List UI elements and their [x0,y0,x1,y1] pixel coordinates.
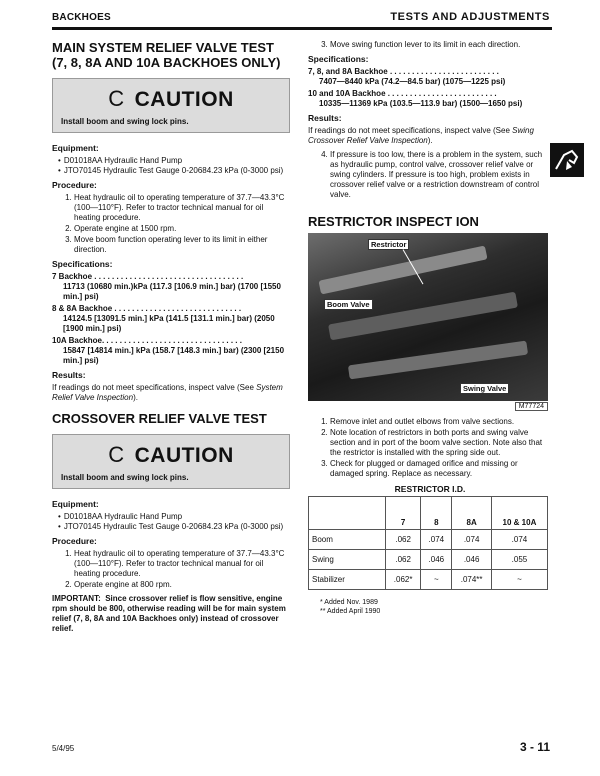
spec-value: 10335—11369 kPa (103.5—113.9 bar) (1500—1650 psi) [319,99,523,108]
list-item: 1. Heat hydraulic oil to operating temperature of 37.7—43.3°C (100—110°F). Refer to tractor technical manual for oil heating procedure. [74,193,290,223]
spec-heading: 10 and 10A Backhoe . . . . . . . . . . . . . . . . . . . . . . . . . [308,89,497,98]
results-label: Results: [308,113,342,123]
caution-box [52,78,290,133]
crossover-title: CROSSOVER RELIEF VALVE TEST [52,411,267,426]
results-text: If readings do not meet specifications, inspect valve (See Swing Crossover Relief Valve Inspection). [308,126,534,145]
equipment-label: Equipment: [52,499,99,509]
caution-heading: CAUTION [134,444,234,467]
list-item: 3. Check for plugged or damaged orifice and missing or damaged spring. Replace as necessary. [330,459,552,479]
control-valve-photo [308,233,548,401]
cross-reference: System Relief Valve Inspection [52,383,283,402]
specifications-label: Specifications: [308,54,369,64]
list-item: • D01018AA Hydraulic Hand Pump [66,156,290,166]
header-rule [52,27,552,30]
procedure-list-continued [308,150,552,200]
procedure-list [52,193,290,255]
equipment-label: Equipment: [52,143,99,153]
header-section-name: BACKHOES [52,12,111,23]
table-header-row [309,497,548,530]
list-item: • JTO70145 Hydraulic Test Gauge 0-20684.23 kPa (0-3000 psi) [66,522,290,532]
spec-value: 7407—8440 kPa (74.2—84.5 bar) (1075—1225 psi) [319,77,506,86]
specifications-label: Specifications: [52,259,113,269]
list-item: 4. If pressure is too low, there is a problem in the system, such as hydraulic pump, control valve, crossover relief valve or swing cylinders. If pressure is too high, problem exists in crossover relief valve or a restriction downstream of control valve. [330,150,552,200]
procedure-list [52,549,290,590]
list-item: • JTO70145 Hydraulic Test Gauge 0-20684.23 kPa (0-3000 psi) [66,166,290,176]
spec-value: 14124.5 [13091.5 min.] kPa (141.5 [131.1 min.] bar) (2050 [1900 min.] psi) [63,314,275,333]
boom-valve-callout: Boom Valve [324,299,373,310]
spec-heading: 10A Backhoe. . . . . . . . . . . . . . . . . . . . . . . . . . . . . . . . [52,336,242,345]
list-item: 2. Operate engine at 1500 rpm. [74,224,290,234]
column-header: 10 & 10A [491,497,547,530]
list-item: 1. Heat hydraulic oil to operating temperature of 37.7—43.3°C (100—110°F). Refer to tractor technical manual for oil heating procedure. [74,549,290,579]
caution-box [52,434,290,489]
caution-c-icon: C [108,86,125,111]
list-item: 3. Move boom function operating lever to its limit in either direction. [74,235,290,255]
spec-value: 11713 (10680 min.)kPa (117.3 [106.9 min.] bar) (1700 [1550 min.] psi) [63,282,281,301]
spec-heading: 7 Backhoe . . . . . . . . . . . . . . . . . . . . . . . . . . . . . . . . . . [52,272,244,281]
results-label: Results: [52,370,86,380]
page-number: 3 - 11 [519,740,550,754]
list-item: 1. Remove inlet and outlet elbows from valve sections. [330,417,552,427]
list-item: 2. Operate engine at 800 rpm. [74,580,290,590]
footer-date: 5/4/95 [52,744,75,753]
equipment-list [52,156,290,176]
procedure-label: Procedure: [52,180,97,190]
table-row: Boom .062 .074 .074 .074 [309,530,548,550]
results-text: If readings do not meet specifications, inspect valve (See System Relief Valve Inspection). [52,383,283,402]
important-note: IMPORTANT: Since crossover relief is flow sensitive, engine rpm should be 800, otherwise reading will be for main system relief (7, 8, 8A and 10A Backhoes only) instead of crossover relief. [52,594,286,633]
right-column [308,40,552,616]
caution-text: Install boom and swing lock pins. [61,117,189,126]
procedure-list-continued [308,40,552,50]
procedure-label: Procedure: [52,536,97,546]
swing-valve-callout: Swing Valve [460,383,509,394]
list-item: 3. Move swing function lever to its limit in each direction. [330,40,552,50]
column-header: 8 [421,497,452,530]
photo-id: M77724 [515,402,548,411]
footnote: ** Added April 1990 [320,608,381,615]
caution-text: Install boom and swing lock pins. [61,473,189,482]
left-column [52,40,290,634]
equipment-list [52,512,290,532]
table-row: Stabilizer .062* ~ .074** ~ [309,570,548,590]
backhoe-section-tab-icon [550,143,584,177]
caution-c-icon: C [108,442,125,467]
spec-heading: 7, 8, and 8A Backhoe . . . . . . . . . . . . . . . . . . . . . . . . . [308,67,499,76]
valve-spool-shape [348,341,528,380]
footnote: * Added Nov. 1989 [320,599,378,606]
spec-heading: 8 & 8A Backhoe . . . . . . . . . . . . . . . . . . . . . . . . . . . . . [52,304,242,313]
spec-value: 15847 [14814 min.] kPa (158.7 [148.3 min.] bar) (2300 [2150 min.] psi) [63,346,285,365]
caution-heading: CAUTION [134,88,234,111]
restrictor-steps [308,417,552,479]
column-header: 7 [386,497,421,530]
list-item: 2. Note location of restrictors in both ports and swing valve section and in port of the boom valve section. Note also that the restrictor is installed with the spring side out. [330,428,552,458]
restrictor-title: RESTRICTOR INSPECT ION [308,214,479,229]
list-item: • D01018AA Hydraulic Hand Pump [66,512,290,522]
cross-reference: Swing Crossover Relief Valve Inspection [308,126,534,145]
column-header: 8A [452,497,492,530]
header-chapter-title: TESTS AND ADJUSTMENTS [390,11,550,23]
main-relief-title: MAIN SYSTEM RELIEF VALVE TEST (7, 8, 8A AND 10A BACKHOES ONLY) [52,40,281,70]
restrictor-callout: Restrictor [368,239,409,250]
table-title: RESTRICTOR I.D. [394,484,466,494]
valve-spool-shape [318,245,487,294]
table-row: Swing .062 .046 .046 .055 [309,550,548,570]
restrictor-id-table [308,496,548,590]
